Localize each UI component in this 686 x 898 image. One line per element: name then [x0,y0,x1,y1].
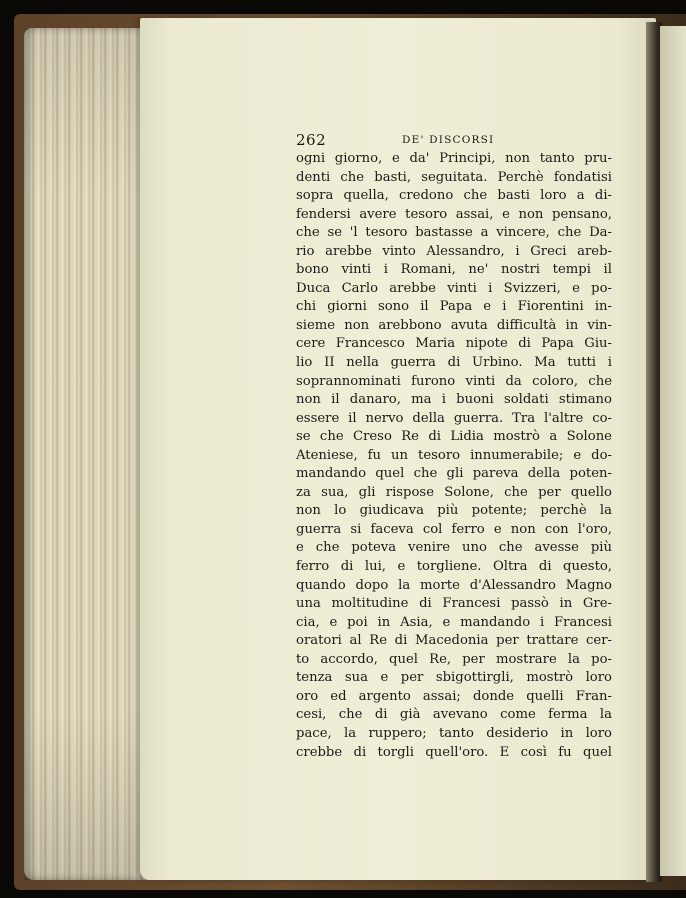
text-line: denti che basti, seguitata. Perchè fondatisi [296,169,612,185]
text-line: lio II nella guerra di Urbino. Ma tutti i [296,355,612,371]
text-line: za sua, gli rispose Solone, che per quello [296,484,612,500]
text-line: oro ed argento assai; donde quelli Fran- [296,688,612,704]
text-line: non il danaro, ma i buoni soldati stimano [296,392,612,408]
text-line: cia, e poi in Asia, e mandando i Francesi [296,614,612,630]
text-line: quando dopo la morte d'Alessandro Magno [296,577,612,593]
text-block [296,130,612,762]
text-line: Ateniese, fu un tesoro innumerabile; e do- [296,447,612,463]
text-line: mandando quel che gli pareva della poten- [296,466,612,482]
text-line: ogni giorno, e da' Principi, non tanto pru- [296,151,612,166]
text-line: fendersi avere tesoro assai, e non pensano, [296,206,612,222]
text-line: rio arebbe vinto Alessandro, i Greci areb- [296,243,612,259]
text-line: soprannominati furono vinti da coloro, che [296,373,612,389]
text-line: sopra quella, credono che basti loro a di- [296,188,612,204]
text-line: e che poteva venire uno che avesse più [296,540,612,556]
running-title: DE' DISCORSI [402,134,495,146]
facing-page-edge [660,26,686,876]
text-line: sieme non arebbono avuta difficultà in vin- [296,317,612,333]
page-number: 262 [296,131,327,149]
text-line: se che Creso Re di Lidia mostrò a Solone [296,429,612,445]
text-line: non lo giudicava più potente; perchè la [296,503,612,519]
text-line: Duca Carlo arebbe vinti i Svizzeri, e po- [296,280,612,296]
text-line: oratori al Re di Macedonia per trattare cer- [296,633,612,649]
text-line: bono vinti i Romani, ne' nostri tempi il [296,262,612,278]
text-line: essere il nervo della guerra. Tra l'altre co- [296,410,612,426]
text-line: crebbe di torgli quell'oro. E così fu quel [296,744,612,760]
text-line: pace, la ruppero; tanto desiderio in loro [296,725,612,741]
text-line: cere Francesco Maria nipote di Papa Giu- [296,336,612,352]
text-line: guerra si faceva col ferro e non con l'oro, [296,521,612,537]
text-line: una moltitudine di Francesi passò in Gre- [296,596,612,612]
text-line: tenza sua e per sbigottirgli, mostrò loro [296,670,612,686]
text-line: cesi, che di già avevano come ferma la [296,707,612,723]
text-line: ferro di lui, e torgliene. Oltra di questo, [296,559,612,575]
text-line: to accordo, quel Re, per mostrare la po- [296,651,612,667]
text-line: che se 'l tesoro bastasse a vincere, che Da- [296,225,612,241]
text-line: chi giorni sono il Papa e i Fiorentini in- [296,299,612,315]
running-head [296,130,612,150]
body-text [296,150,612,762]
